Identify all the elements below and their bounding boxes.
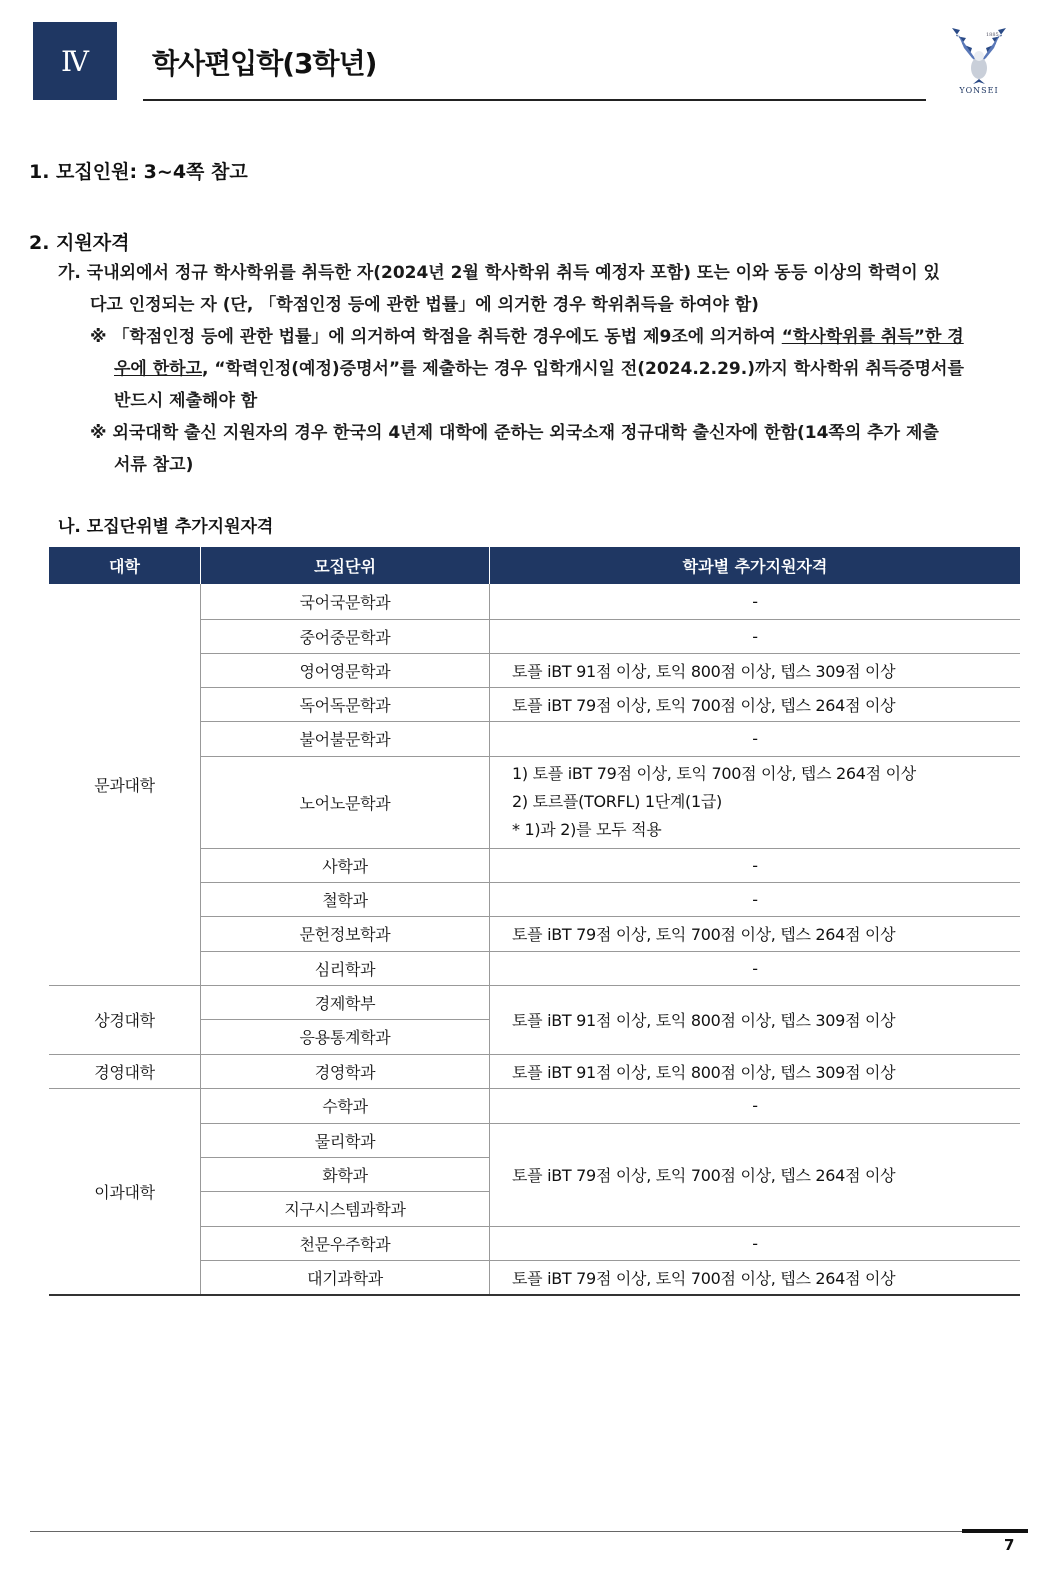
table-header-unit: 모집단위: [201, 547, 489, 584]
unit-cell: 화학과: [322, 1165, 368, 1185]
table-row-line: [201, 882, 1020, 883]
chapter-number-box: [33, 22, 117, 100]
table-row-line: [201, 1191, 489, 1192]
table-row-line: [201, 1123, 1020, 1124]
table-row-line: [201, 916, 1020, 917]
unit-cell: 응용통계학과: [299, 1028, 391, 1047]
unit-cell: 경영학과: [314, 1062, 376, 1082]
unit-cell: 사학과: [322, 856, 368, 876]
qualification-cell: -: [752, 729, 758, 748]
unit-cell: 대기과학과: [307, 1269, 383, 1288]
qualification-cell: -: [752, 592, 758, 611]
qualification-cell: 토플 iBT 79점 이상, 토익 700점 이상, 텝스 264점 이상: [512, 925, 896, 944]
unit-cell: 천문우주학과: [299, 1234, 391, 1254]
qualification-cell: -: [752, 626, 758, 646]
table-header-college: 대학: [49, 547, 200, 584]
unit-cell: 독어독문학과: [299, 695, 391, 715]
footer-accent-bar: [962, 1529, 1028, 1533]
note-foreign-university-line2: 서류 참고): [114, 455, 194, 475]
table-column-divider: [200, 584, 201, 1296]
unit-cell: 수학과: [322, 1097, 368, 1116]
qualification-cell: 토플 iBT 91점 이상, 토익 800점 이상, 텝스 309점 이상: [512, 1011, 896, 1030]
qualification-cell: -: [752, 958, 758, 978]
section-eligibility-title: 2. 지원자격: [29, 232, 130, 254]
note-foreign-university-line1: ※ 외국대학 출신 지원자의 경우 한국의 4년제 대학에 준하는 외국소재 정규대학 출신자에 한함(14쪽의 추가 제출: [90, 423, 939, 443]
eagle-icon: [946, 24, 1012, 86]
page-title: 학사편입학(3학년): [152, 47, 377, 80]
table-row-line: [201, 756, 1020, 757]
table-bottom-line: [49, 1294, 1020, 1296]
note-credit-recognition-line3: 반드시 제출해야 함: [114, 391, 258, 411]
table-row-line: [201, 1019, 489, 1020]
note-credit-recognition-line2: 우에 한하고, “학력인정(예정)증명서”를 제출하는 경우 입학개시일 전(2024.2.29.)까지 학사학위 취득증명서를: [114, 359, 964, 379]
table-row-line: [201, 1260, 1020, 1261]
unit-cell: 영어영문학과: [299, 661, 391, 681]
table-group-line: [49, 985, 1020, 986]
note-credit-recognition-line1: ※ 「학점인정 등에 관한 법률」에 의거하여 학점을 취득한 경우에도 동법 제9조에 의거하여 “학사학위를 취득”한 경: [90, 327, 964, 347]
table-row-line: [201, 653, 1020, 654]
qualification-cell-russian: [490, 756, 1020, 848]
unit-cell: 심리학과: [314, 959, 376, 979]
subsection-additional-qualifications: 나. 모집단위별 추가지원자격: [58, 517, 274, 537]
svg-text:1885: 1885: [986, 32, 999, 38]
unit-cell: 철학과: [322, 890, 368, 910]
table-column-divider: [489, 584, 490, 1296]
qualifications-table: [49, 547, 1020, 1296]
table-group-line: [49, 1054, 1020, 1055]
college-cell: 경영대학: [94, 1062, 155, 1082]
qualification-cell: 토플 iBT 91점 이상, 토익 800점 이상, 텝스 309점 이상: [512, 1062, 896, 1082]
russian-qualification-line: 1) 토플 iBT 79점 이상, 토익 700점 이상, 텝스 264점 이상: [512, 764, 916, 783]
unit-cell: 경제학부: [314, 993, 376, 1013]
unit-cell: 국어국문학과: [299, 593, 391, 612]
eligibility-item-ga-line1: 가. 국내외에서 정규 학사학위를 취득한 자(2024년 2월 학사학위 취득 예정자 포함) 또는 이와 동등 이상의 학력이 있: [58, 263, 940, 283]
table-row-line: [201, 848, 1020, 849]
eligibility-item-ga-line2: 다고 인정되는 자 (단, 「학점인정 등에 관한 법률」에 의거한 경우 학위취득을 하여야 함): [90, 295, 759, 315]
unit-cell: 물리학과: [314, 1131, 376, 1151]
unit-cell: 문헌정보학과: [299, 925, 391, 944]
logo-wordmark: YONSEI: [959, 86, 999, 95]
yonsei-eagle-logo: [946, 24, 1012, 100]
qualification-cell: -: [752, 1096, 758, 1115]
qualification-cell: 토플 iBT 79점 이상, 토익 700점 이상, 텝스 264점 이상: [512, 1269, 896, 1288]
table-row-line: [201, 619, 1020, 620]
college-cell: 문과대학: [94, 776, 155, 795]
unit-cell: 노어노문학과: [299, 793, 391, 813]
eligibility-paragraph: [58, 257, 1026, 481]
qualification-cell: -: [752, 1233, 758, 1253]
chapter-numeral: Ⅳ: [61, 44, 89, 78]
college-cell: 이과대학: [94, 1183, 155, 1202]
college-cell: 상경대학: [94, 1011, 155, 1030]
qualification-cell: 토플 iBT 79점 이상, 토익 700점 이상, 텝스 264점 이상: [512, 1166, 896, 1185]
russian-qualification-line: 2) 토르플(TORFL) 1단계(1급): [512, 792, 722, 811]
unit-cell: 중어중문학과: [299, 627, 391, 647]
qualification-cell: 토플 iBT 91점 이상, 토익 800점 이상, 텝스 309점 이상: [512, 661, 896, 681]
qualification-cell: -: [752, 889, 758, 909]
footer-divider: [30, 1531, 1028, 1532]
qualification-cell: -: [752, 855, 758, 875]
table-row-line: [201, 721, 1020, 722]
russian-qualification-line: * 1)과 2)를 모두 적용: [512, 820, 662, 839]
title-divider: [143, 99, 926, 101]
table-group-line: [49, 1088, 1020, 1089]
unit-cell: 불어불문학과: [299, 730, 391, 749]
page-number: 7: [1004, 1536, 1015, 1554]
table-row-line: [201, 951, 1020, 952]
table-row-line: [201, 687, 1020, 688]
table-row-line: [201, 1157, 489, 1158]
table-row-line: [201, 1226, 1020, 1227]
table-header-qualification: 학과별 추가지원자격: [490, 547, 1020, 584]
unit-cell: 지구시스템과학과: [284, 1200, 406, 1219]
section-recruit-count: 1. 모집인원: 3~4쪽 참고: [29, 161, 248, 183]
qualification-cell: 토플 iBT 79점 이상, 토익 700점 이상, 텝스 264점 이상: [512, 695, 896, 715]
